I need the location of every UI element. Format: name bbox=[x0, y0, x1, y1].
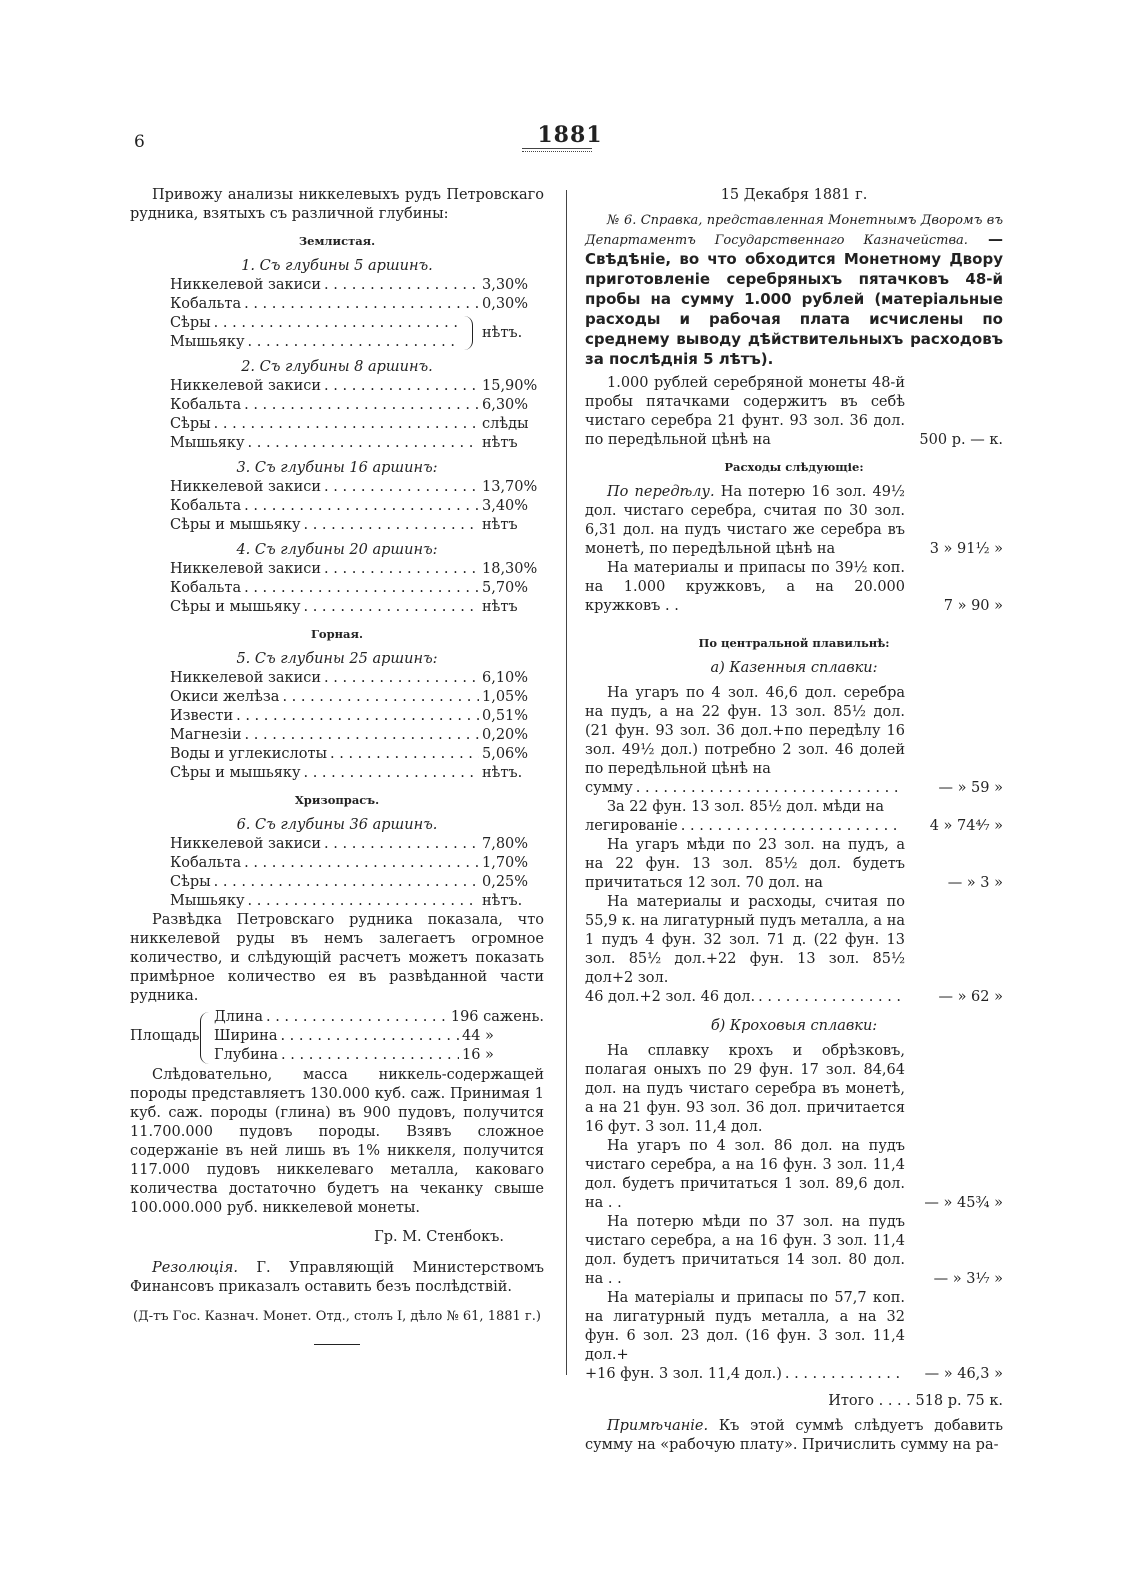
cost-amount: 4 » 74⁴⁄₇ » bbox=[929, 818, 1003, 834]
area-table bbox=[130, 1008, 544, 1066]
brace bbox=[200, 1012, 209, 1064]
analysis-row: Кобальта . . . 6,30% bbox=[170, 396, 544, 415]
cost-item: За 22 фун. 13 зол. 85½ дол. мѣди на легированіе . . . 4 » 74⁴⁄₇ » bbox=[585, 798, 1003, 836]
cost-amount: — » 3 » bbox=[947, 875, 1003, 891]
document-intro: № 6. Справка, представленная Монетнымъ Дворомъ въ Департаментъ Государственнаго Казначейства. bbox=[585, 213, 1003, 248]
archive-reference: (Д-тъ Гос. Казнач. Монет. Отд., столъ I, дѣло № 61, 1881 г.) bbox=[133, 1309, 541, 1324]
cost-item: На материалы и припасы по 39½ коп. на 1.000 кружковъ, а на 20.000 кружковъ . . 7 » 90 » bbox=[585, 560, 1003, 614]
cost-item: На материалы и расходы, считая по 55,9 к. на лигатурный пудъ металла, а на 1 пудъ 4 фун. 32 зол. 71 д. (22 фун. 13 зол. 85½ дол.+22 фун. 13 зол. 85½ дол+2 зол. 46 дол.+2 зол. 46 дол. . . . — » 62 » bbox=[585, 893, 1003, 1007]
end-rule bbox=[314, 1344, 360, 1345]
cost-item: 1.000 рублей серебряной монеты 48-й пробы пятачками содержитъ въ себѣ чистаго серебра 21 фунт. 93 зол. 36 дол. по передѣльной цѣнѣ на 500 р. — к. bbox=[585, 375, 1003, 448]
analysis-table bbox=[130, 276, 544, 352]
analysis-row: Сѣры . . . bbox=[170, 314, 544, 333]
page-number: 6 bbox=[134, 132, 145, 152]
area-row: Глубина . . . 16 » bbox=[214, 1046, 544, 1065]
cost-amount: 500 р. — к. bbox=[919, 432, 1003, 448]
header-ornament bbox=[522, 148, 592, 152]
analysis-table bbox=[130, 835, 544, 911]
analysis-row: Сѣры и мышьяку . . . нѣтъ. bbox=[170, 764, 544, 783]
cost-amount: — » 45¾ » bbox=[924, 1195, 1003, 1211]
analysis-row: Воды и углекислоты . . . 5,06% bbox=[170, 745, 544, 764]
analysis-table bbox=[130, 377, 544, 453]
ore-type-heading: Землистая. bbox=[298, 234, 376, 248]
cost-item: На сплавку крохъ и обрѣзковъ, полагая оныхъ по 29 фун. 17 зол. 84,64 дол. на пудъ чистаго серебра въ монетѣ, а на 21 фун. 93 зол. 36 дол. причитается 16 фут. 3 зол. 11,4 дол. bbox=[585, 1043, 905, 1135]
exploration-paragraph: Развѣдка Петровскаго рудника показала, что никкелевой руды въ немъ залегаетъ огромное количество, и слѣдующій расчетъ можетъ показать примѣрное количество ея въ развѣданной части рудника. bbox=[130, 912, 544, 1004]
analysis-row: Сѣры и мышьяку . . . нѣтъ bbox=[170, 516, 544, 535]
analysis-row: Кобальта . . . 3,40% bbox=[170, 497, 544, 516]
analysis-row: Никкелевой закиси . . . 13,70% bbox=[170, 478, 544, 497]
area-label: Площадь bbox=[130, 1028, 200, 1044]
analysis-row: Сѣры . . . 0,25% bbox=[170, 873, 544, 892]
area-row: Длина . . . 196 сажень. bbox=[214, 1008, 544, 1027]
cost-item: На угаръ мѣди по 23 зол. на пудъ, а на 22 фун. 13 зол. 85½ дол. будетъ причитаться 12 зол. 70 дол. на — » 3 » bbox=[585, 837, 1003, 891]
analysis-row: Мышьяку . . . нѣтъ bbox=[170, 434, 544, 453]
area-row: Ширина . . . 44 » bbox=[214, 1027, 544, 1046]
analysis-row: Никкелевой закиси . . . 7,80% bbox=[170, 835, 544, 854]
document-date: 15 Декабря 1881 г. bbox=[720, 187, 868, 203]
left-column bbox=[130, 186, 544, 1345]
intro-paragraph: Привожу анализы никкелевыхъ рудъ Петровскаго рудника, взятыхъ съ различной глубины: bbox=[130, 187, 544, 222]
subsection-heading: б) Кроховыя сплавки: bbox=[710, 1018, 878, 1034]
analysis-table bbox=[130, 669, 544, 783]
depth-heading: 2. Съ глубины 8 аршинъ. bbox=[241, 359, 433, 375]
cost-amount: — » 3¹⁄₇ » bbox=[933, 1271, 1003, 1287]
brace bbox=[464, 316, 473, 350]
total-line: Итого . . . . 518 р. 75 к. bbox=[828, 1393, 1003, 1409]
column-divider bbox=[566, 190, 567, 1375]
resolution-paragraph bbox=[130, 1259, 544, 1297]
cost-amount: — » 46,3 » bbox=[924, 1366, 1003, 1382]
depth-heading: 4. Съ глубины 20 аршинъ: bbox=[236, 542, 438, 558]
cost-amount: — » 59 » bbox=[938, 780, 1003, 796]
analysis-row: Сѣры . . . слѣды bbox=[170, 415, 544, 434]
resolution-label: Резолюція. bbox=[152, 1260, 238, 1276]
depth-heading: 1. Съ глубины 5 аршинъ. bbox=[241, 258, 433, 274]
analysis-row: Никкелевой закиси . . . 3,30% bbox=[170, 276, 544, 295]
section-heading: По центральной плавильнѣ: bbox=[698, 636, 890, 650]
analysis-row: Сѣры и мышьяку . . . нѣтъ bbox=[170, 598, 544, 617]
cost-item: На угаръ по 4 зол. 46,6 дол. серебра на пудъ, а на 22 фун. 13 зол. 85½ дол. (21 фун. 93 зол. 36 дол.+по передѣлу 16 зол. 49½ дол.) потребно 2 зол. 46 долей по передѣльной цѣнѣ на сумму . . . — » 59 » bbox=[585, 684, 1003, 798]
signature: Гр. М. Стенбокъ. bbox=[374, 1229, 504, 1245]
analysis-merged-value: нѣтъ. bbox=[482, 325, 523, 341]
analysis-row: Мышьяку . . . нѣтъ. bbox=[170, 892, 544, 911]
analysis-row: Никкелевой закиси . . . 15,90% bbox=[170, 377, 544, 396]
depth-heading: 6. Съ глубины 36 аршинъ. bbox=[236, 817, 438, 833]
analysis-row: Окиси желѣза . . . 1,05% bbox=[170, 688, 544, 707]
cost-amount: 3 » 91½ » bbox=[929, 541, 1003, 557]
analysis-row: Кобальта . . . 0,30% bbox=[170, 295, 544, 314]
analysis-row: Мышьяку . . . bbox=[170, 333, 544, 352]
analysis-row: Никкелевой закиси . . . 6,10% bbox=[170, 669, 544, 688]
depth-heading: 5. Съ глубины 25 аршинъ: bbox=[236, 651, 438, 667]
analysis-table bbox=[130, 478, 544, 535]
note-paragraph bbox=[585, 1417, 1003, 1455]
cost-item: На матеріалы и припасы по 57,7 коп. на лигатурный пудъ металла, а на 32 фун. 6 зол. 23 дол. (16 фун. 3 зол. 11,4 дол.+ +16 фун. 3 зол. 11,4 дол.) . . . — » 46,3 » bbox=[585, 1289, 1003, 1384]
depth-heading: 3. Съ глубины 16 аршинъ: bbox=[236, 460, 438, 476]
subsection-heading: а) Казенныя сплавки: bbox=[710, 660, 878, 676]
note-text: Къ этой суммѣ слѣдуетъ добавить сумму на «рабочую плату». Причислить сумму на ра- bbox=[585, 1418, 1003, 1453]
cost-amount: — » 62 » bbox=[938, 989, 1003, 1005]
cost-item: На потерю мѣди по 37 зол. на пудъ чистаго серебра, а на 16 фун. 3 зол. 11,4 дол. будетъ причитаться 14 зол. 80 дол. на . . — » 3¹⁄₇ » bbox=[585, 1214, 1003, 1287]
analysis-row: Извести . . . 0,51% bbox=[170, 707, 544, 726]
page-year-header: 1881 bbox=[537, 122, 603, 148]
ore-type-heading: Хризопрасъ. bbox=[294, 793, 380, 807]
analysis-row: Кобальта . . . 5,70% bbox=[170, 579, 544, 598]
analysis-row: Кобальта . . . 1,70% bbox=[170, 854, 544, 873]
cost-item: По передѣлу. На потерю 16 зол. 49½ дол. чистаго серебра, считая по 30 зол. 6,31 дол. на пудъ чистаго же серебра въ монетѣ, по передѣльной цѣнѣ на 3 » 91½ » bbox=[585, 484, 1003, 557]
analysis-row: Никкелевой закиси . . . 18,30% bbox=[170, 560, 544, 579]
expenses-heading: Расходы слѣдующіе: bbox=[724, 460, 864, 474]
analysis-table bbox=[130, 560, 544, 617]
cost-amount: 7 » 90 » bbox=[943, 598, 1003, 614]
ore-type-heading: Горная. bbox=[310, 627, 364, 641]
analysis-row: Магнезіи . . . 0,20% bbox=[170, 726, 544, 745]
note-label: Примѣчаніе. bbox=[607, 1418, 709, 1434]
document-title: — Свѣдѣніе, во что обходится Монетному Двору приготовленіе серебряныхъ пятачковъ 48-й пробы на сумму 1.000 рублей (матеріальные расходы и рабочая плата исчислены по среднему выводу дѣйствительныхъ расходовъ за послѣднія 5 лѣтъ). bbox=[585, 230, 1003, 368]
mass-paragraph: Слѣдовательно, масса никкель-содержащей породы представляетъ 130.000 куб. саж. Принимая 1 куб. саж. породы (глина) въ 900 пудовъ, получится 11.700.000 пудовъ породы. Взявъ сложное содержаніе въ ней лишь въ 1% никкеля, получится 117.000 пудовъ никкелеваго металла, каковаго количества достаточно будетъ на чеканку свыше 100.000.000 руб. никкелевой монеты. bbox=[130, 1067, 544, 1216]
right-column bbox=[585, 186, 1003, 1455]
document-heading bbox=[585, 211, 1003, 370]
cost-item: На угаръ по 4 зол. 86 дол. на пудъ чистаго серебра, а на 16 фун. 3 зол. 11,4 дол. будетъ причитаться 1 зол. 89,6 дол. на . . — » 45¾ » bbox=[585, 1138, 1003, 1211]
resolution-text: Г. Управляющій Министерствомъ Финансовъ приказалъ оставить безъ послѣдствій. bbox=[130, 1260, 544, 1295]
